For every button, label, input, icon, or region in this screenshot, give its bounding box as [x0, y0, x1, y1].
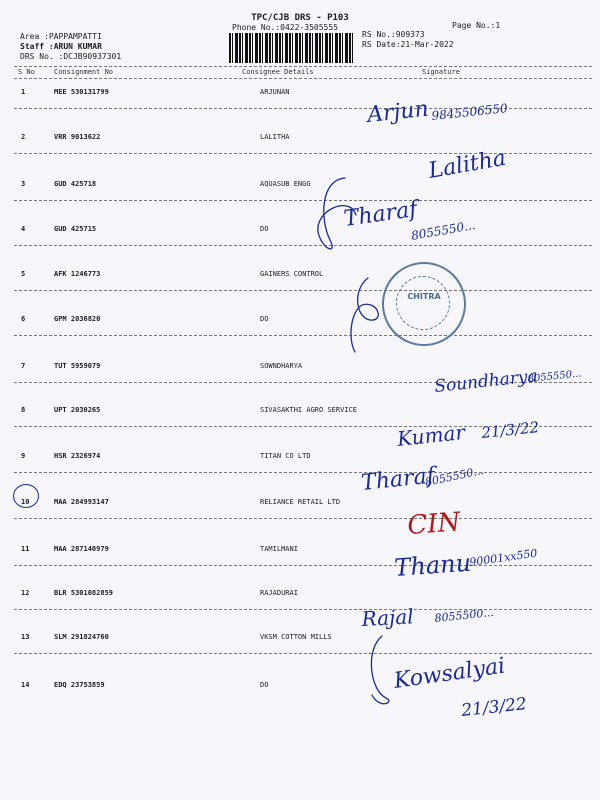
row-divider	[14, 200, 592, 201]
row-number: 3	[21, 180, 26, 188]
consignee-name: DO	[260, 315, 269, 323]
rs-date: RS Date:21-Mar-2022	[362, 40, 454, 49]
row-divider	[14, 335, 592, 336]
row-number: 4	[21, 225, 26, 233]
barcode	[229, 33, 355, 63]
consignee-name: SIVASAKTHI AGRO SERVICE	[260, 406, 357, 414]
signature-row-12: Rajal	[361, 604, 415, 631]
row-number: 13	[21, 633, 30, 641]
consignee-name: GAINERS CONTROL	[260, 270, 324, 278]
consignment-number: MAA 284993147	[54, 498, 109, 506]
signature-row-7-number: 8055550...	[527, 368, 583, 385]
row-number: 1	[21, 88, 26, 96]
signature-row-3: Tharaf	[342, 196, 419, 232]
signature-row-12-number: 8055500...	[433, 605, 495, 625]
consignment-number: VRR 9013622	[54, 133, 101, 141]
divider	[14, 66, 592, 67]
signature-row-7: Soundharya	[433, 366, 539, 397]
consignment-number: TUT 5959079	[54, 362, 101, 370]
consignee-name: TAMILMANI	[260, 545, 298, 553]
row-number: 11	[21, 545, 30, 553]
row-number: 7	[21, 362, 26, 370]
signature-row-8-date: 21/3/22	[480, 418, 540, 442]
consignment-number: EDQ 23753859	[54, 681, 105, 689]
page-number: Page No.:1	[452, 21, 501, 30]
signature-row-13: Kowsalyai	[392, 653, 507, 694]
consignee-name: RAJADURAI	[260, 589, 298, 597]
consignment-number: SLM 291824760	[54, 633, 109, 641]
row-divider	[14, 290, 592, 291]
area-label: Area :PAPPAMPATTI	[20, 32, 102, 41]
rs-number: RS No.:909373	[362, 30, 425, 39]
column-header-signature: Signature	[422, 68, 460, 76]
drs-number: DRS No. :DCJB90937301	[20, 52, 122, 61]
consignment-number: GPM 2036820	[54, 315, 101, 323]
signature-row-1: Arjun	[366, 96, 430, 128]
row-divider	[14, 565, 592, 566]
row-divider	[14, 653, 592, 654]
consignee-name: SOWNDHARYA	[260, 362, 303, 370]
sheet-title: TPC/CJB DRS - P103	[251, 13, 349, 23]
signature-row-9: Tharaf	[360, 463, 436, 496]
consignment-number: MEE 530131799	[54, 88, 109, 96]
signature-row-1-number: 9845506550	[430, 101, 509, 123]
consignment-number: GUD 425718	[54, 180, 97, 188]
signature-row-9-number: 8055550...	[423, 463, 485, 489]
row-divider	[14, 426, 592, 427]
phone-number: Phone No.:0422-3505555	[232, 23, 338, 32]
row-number: 6	[21, 315, 26, 323]
row-number: 12	[21, 589, 30, 597]
consignment-number: AFK 1246773	[54, 270, 101, 278]
company-stamp	[382, 262, 466, 346]
row-number: 14	[21, 681, 30, 689]
signature-curl-rows-3-4	[318, 178, 356, 249]
signature-row-2: Lalitha	[426, 145, 508, 184]
staff-label: Staff :ARUN KUMAR	[20, 42, 102, 51]
consignee-name: DO	[260, 225, 269, 233]
consignment-number: HSR 2326974	[54, 452, 101, 460]
row-divider	[14, 609, 592, 610]
consignment-number: UPT 2030265	[54, 406, 101, 414]
consignment-number: BLR 5301082859	[54, 589, 114, 597]
consignee-name: AQUASUB ENGG	[260, 180, 311, 188]
signature-row-13-date: 21/3/22	[460, 694, 528, 721]
column-header-consignment: Consignment No	[54, 68, 114, 76]
row-number: 8	[21, 406, 26, 414]
signature-row-11-number: 90001xx550	[468, 546, 539, 569]
consignee-name: LALITHA	[260, 133, 290, 141]
row-number: 9	[21, 452, 26, 460]
signature-row-10-red: CIN	[406, 507, 462, 541]
consignee-name: ARJUNAN	[260, 88, 290, 96]
row-divider	[14, 153, 592, 154]
row-divider	[14, 108, 592, 109]
column-header-consignee: Consignee Details	[242, 68, 314, 76]
consignee-name: RELIANCE RETAIL LTD	[260, 498, 341, 506]
route-info	[20, 32, 121, 62]
row-divider	[14, 472, 592, 473]
rs-info	[362, 30, 454, 50]
row-divider	[14, 518, 592, 519]
consignment-number: GUD 425715	[54, 225, 97, 233]
consignee-name: VKSM COTTON MILLS	[260, 633, 332, 641]
row-number: 10	[21, 498, 30, 506]
stamp-text: CHITRA	[407, 292, 441, 301]
signature-row-3-number: 8055550...	[410, 217, 477, 243]
signature-row-11: Thanu	[393, 548, 472, 582]
consignee-name: DO	[260, 681, 269, 689]
row-divider	[14, 245, 592, 246]
column-header-sno: S No	[18, 68, 35, 76]
signature-curl-row-13	[371, 636, 388, 704]
row-number: 5	[21, 270, 26, 278]
divider	[14, 78, 592, 79]
row-number: 2	[21, 133, 26, 141]
signature-row-8: Kumar	[396, 420, 466, 451]
row-divider	[14, 382, 592, 383]
row-10-circle-mark	[13, 484, 39, 508]
consignee-name: TITAN CO LTD	[260, 452, 311, 460]
consignment-number: MAA 287140979	[54, 545, 109, 553]
